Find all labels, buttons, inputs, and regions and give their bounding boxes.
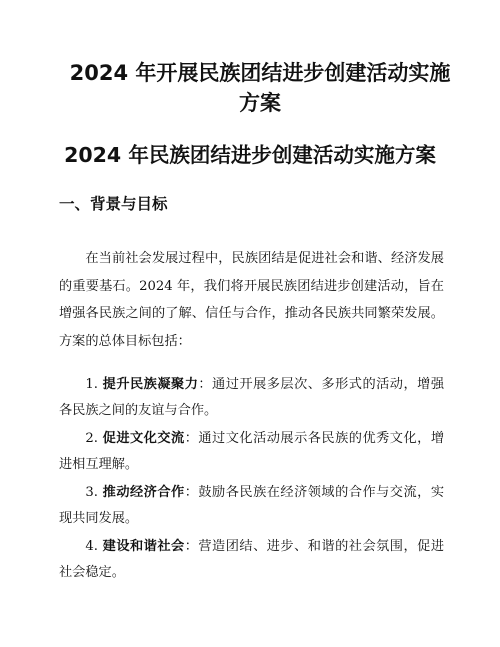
goal-number: 1. — [85, 377, 103, 392]
goal-number: 4. — [85, 539, 103, 554]
goal-item — [59, 372, 444, 424]
section-heading: 一、背景与目标 — [59, 195, 168, 213]
goals-list — [59, 372, 444, 586]
goal-term: 促进文化交流 — [102, 431, 185, 446]
goal-item — [59, 480, 444, 532]
goal-term: 提升民族凝聚力 — [102, 377, 199, 392]
goal-item — [59, 426, 444, 478]
goal-text: ：营造团结、进步、和谐的社会氛围，促进社会稳定。 — [59, 539, 445, 580]
goal-term: 建设和谐社会 — [102, 539, 185, 554]
document-title: 2024 年开展民族团结进步创建活动实施方案 — [69, 61, 451, 115]
goal-text: ：鼓励各民族在经济领域的合作与交流，实现共同发展。 — [59, 485, 445, 526]
goal-text: ：通过文化活动展示各民族的优秀文化，增进相互理解。 — [59, 431, 445, 472]
intro-paragraph: 在当前社会发展过程中，民族团结是促进社会和谐、经济发展的重要基石。2024 年，我们将开展民族团结进步创建活动，旨在增强各民族之间的了解、信任与合作，推动各民族共同繁荣发展。方案的总体目标包括： — [59, 251, 444, 349]
document-subtitle: 2024 年民族团结进步创建活动实施方案 — [64, 143, 436, 167]
goal-number: 3. — [85, 485, 103, 500]
goal-text: ：通过开展多层次、多形式的活动，增强各民族之间的友谊与合作。 — [59, 377, 445, 418]
goal-term: 推动经济合作 — [102, 485, 185, 500]
goal-item — [59, 534, 444, 586]
goal-number: 2. — [85, 431, 103, 446]
